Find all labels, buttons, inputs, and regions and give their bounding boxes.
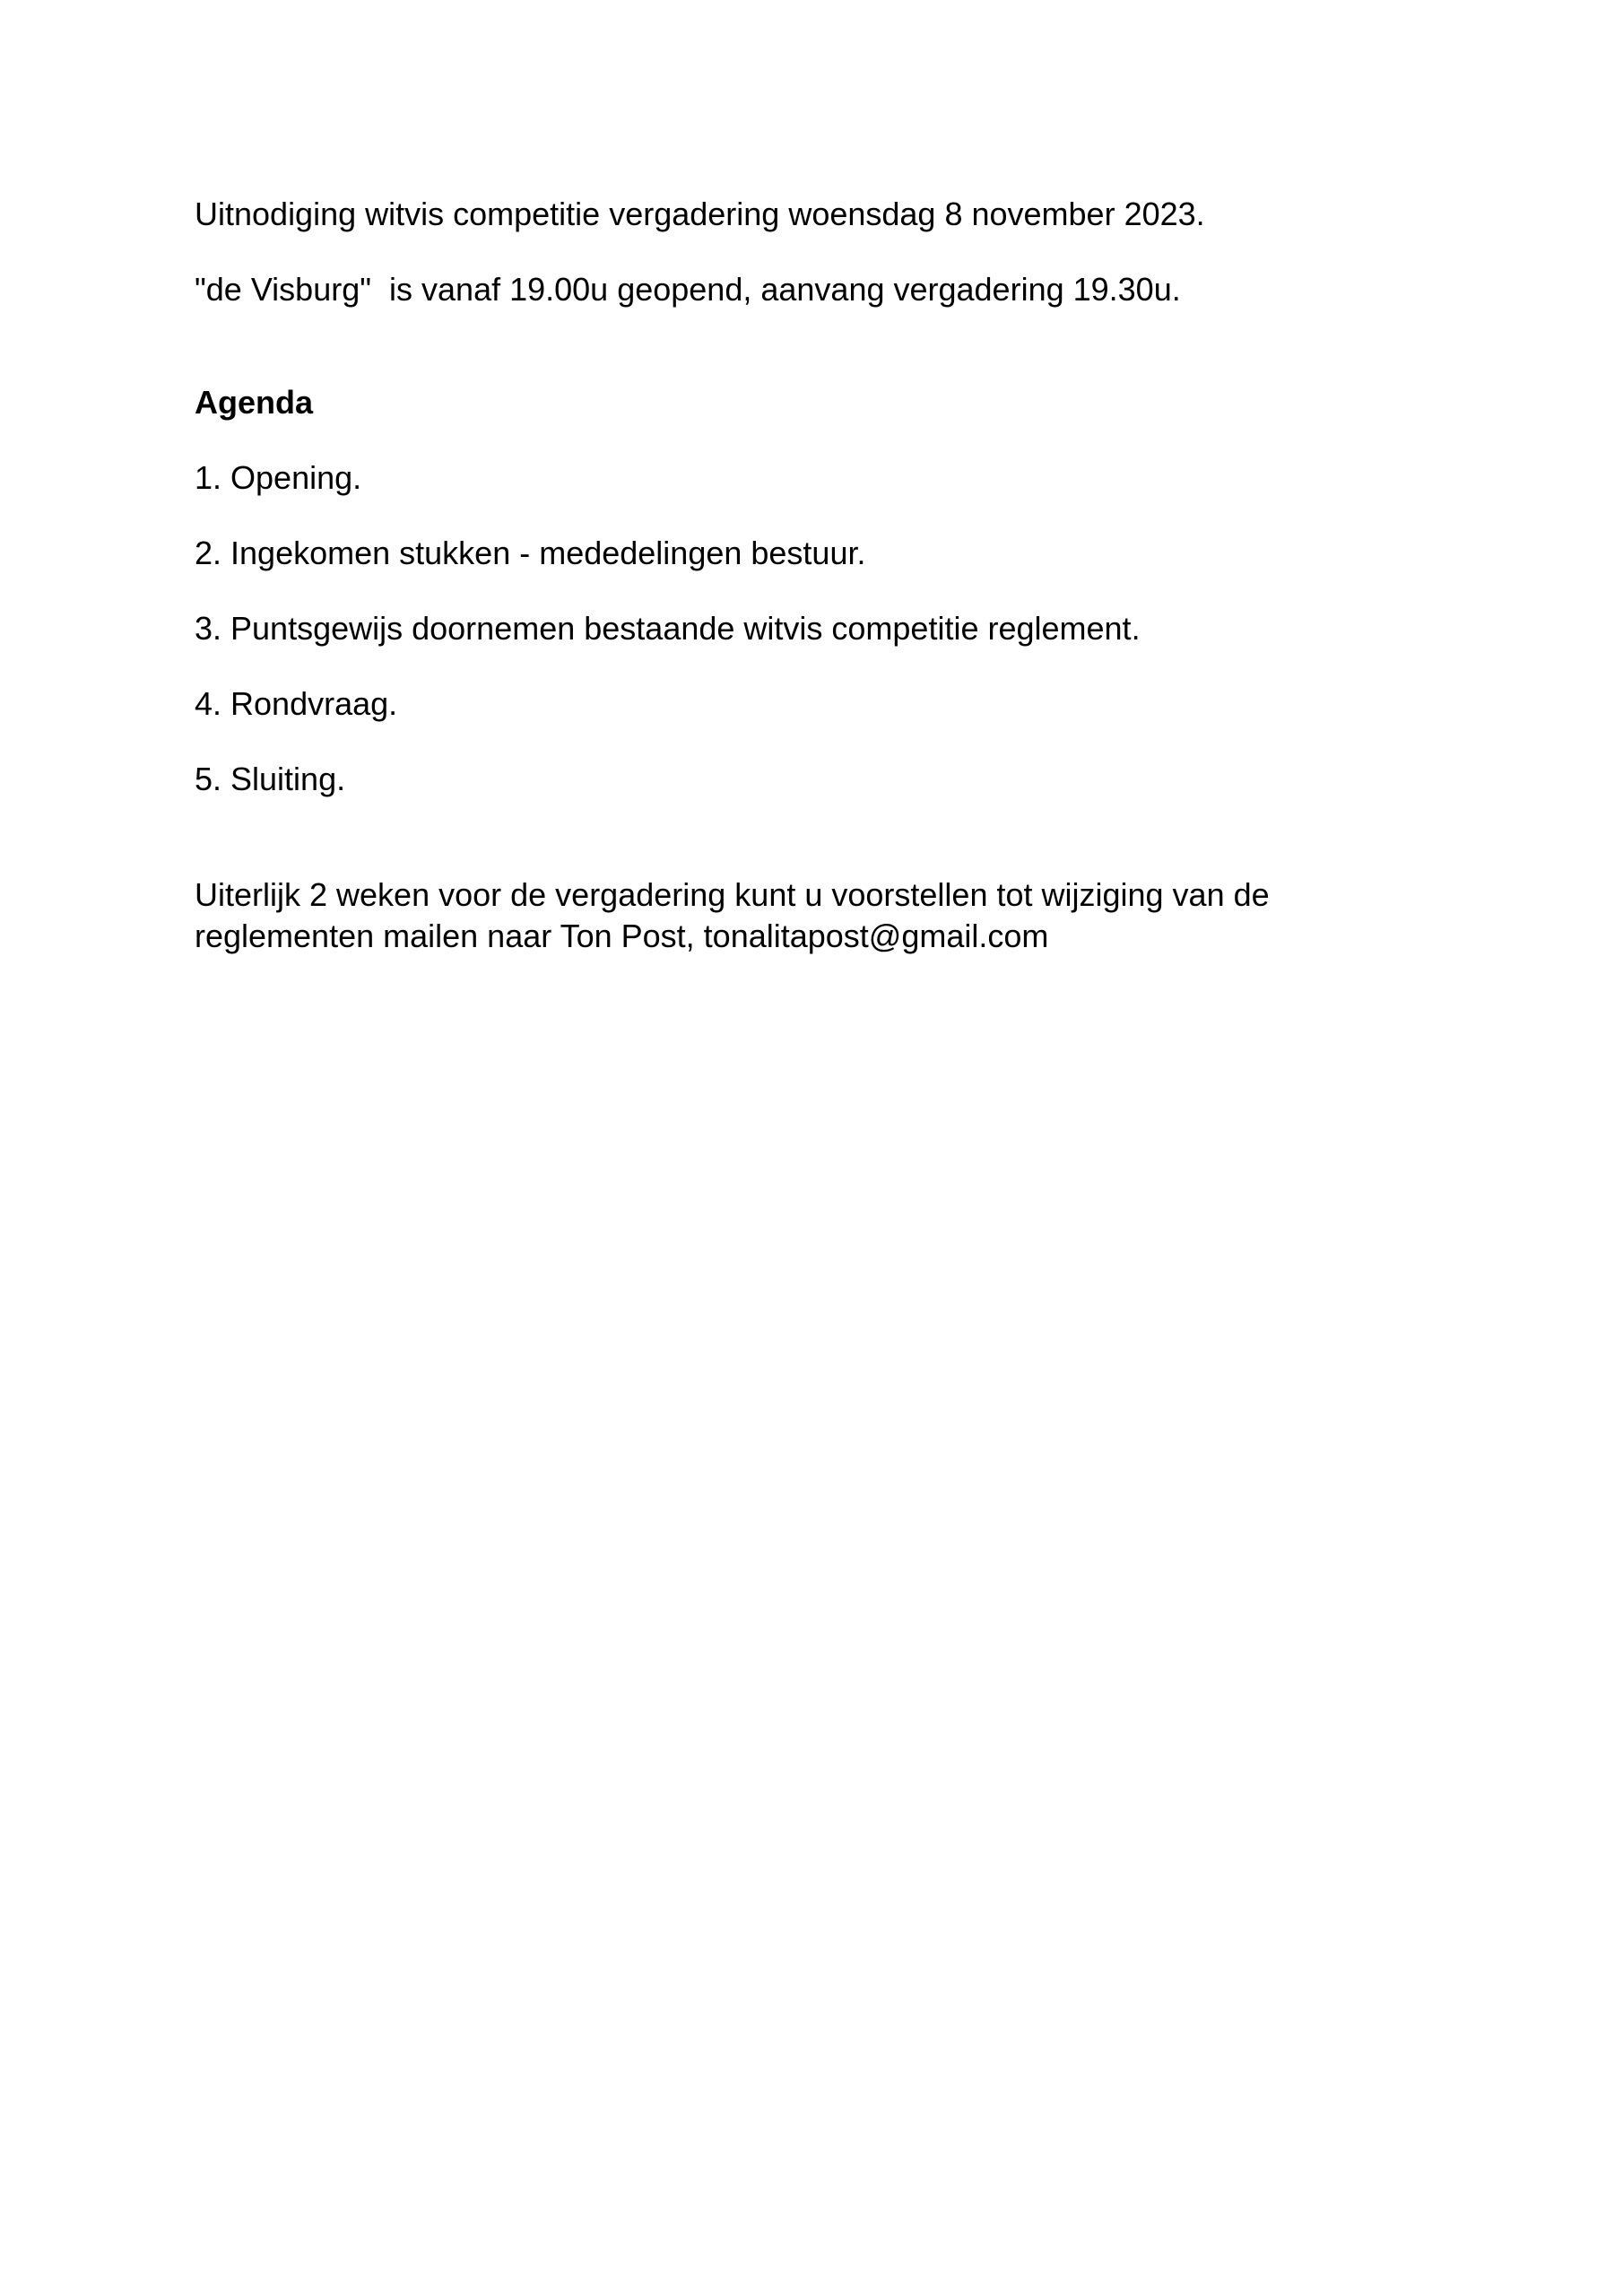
agenda-item: 5. Sluiting. [195,761,346,797]
closing-line: Uiterlijk 2 weken voor de vergadering kunt u voorstellen tot wijziging van de [195,876,1270,913]
opening-time-line: "de Visburg" is vanaf 19.00u geopend, aanvang vergadering 19.30u. [195,271,1181,308]
agenda-item: 1. Opening. [195,459,362,496]
agenda-item: 3. Puntsgewijs doornemen bestaande witvis competitie reglement. [195,610,1141,647]
agenda-heading: Agenda [195,384,314,421]
closing-line-contact: reglementen mailen naar Ton Post, tonalitapost@gmail.com [195,918,1049,954]
closing-paragraph [195,874,1450,957]
intro-line: Uitnodiging witvis competitie vergadering woensdag 8 november 2023. [195,196,1205,232]
agenda-item: 2. Ingekomen stukken - mededelingen bestuur. [195,535,866,571]
agenda-item: 4. Rondvraag. [195,685,398,722]
